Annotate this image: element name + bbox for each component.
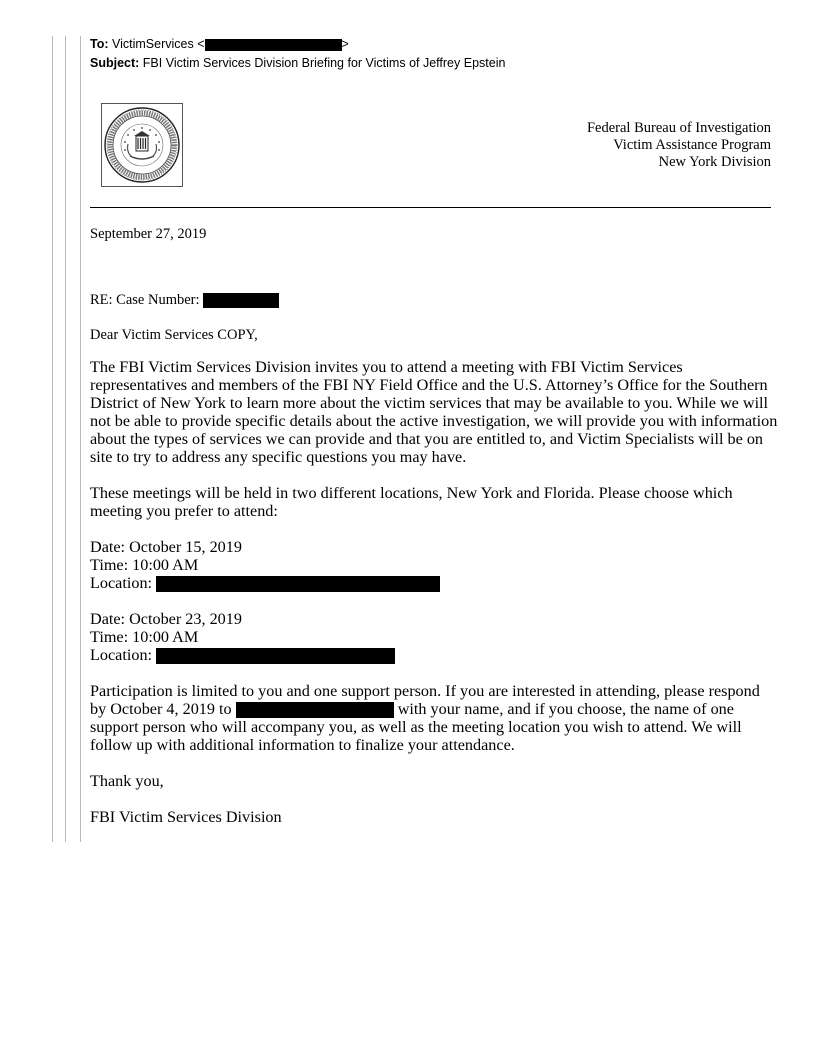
locations-paragraph: These meetings will be held in two different locations, New York and Florida. Please choose which meeting you prefer to attend: bbox=[90, 484, 733, 520]
redaction-location bbox=[156, 576, 440, 592]
subject-label: Subject: bbox=[90, 56, 140, 70]
fbi-seal-icon bbox=[101, 103, 183, 187]
meeting-location bbox=[90, 646, 774, 664]
quote-bar-outer bbox=[52, 36, 53, 842]
meeting-time: Time: 10:00 AM bbox=[90, 628, 199, 646]
letterhead-divider bbox=[90, 207, 771, 208]
letterhead-office-block bbox=[587, 120, 771, 171]
email-subject-line bbox=[90, 55, 505, 71]
redaction-contact-email bbox=[236, 702, 394, 718]
meeting-date: Date: October 23, 2019 bbox=[90, 610, 242, 628]
to-close: > bbox=[341, 37, 349, 51]
case-number-line bbox=[90, 292, 279, 309]
subject-text: FBI Victim Services Division Briefing for Victims of Jeffrey Epstein bbox=[142, 56, 506, 70]
greeting: Dear Victim Services COPY, bbox=[90, 327, 258, 343]
signature: FBI Victim Services Division bbox=[90, 808, 282, 826]
letterhead-line: Victim Assistance Program bbox=[613, 137, 771, 153]
meeting-block bbox=[90, 610, 774, 664]
letterhead-line: New York Division bbox=[658, 154, 771, 170]
to-label: To: bbox=[90, 37, 109, 51]
to-name: VictimServices < bbox=[112, 37, 205, 51]
invitation-paragraph: The FBI Victim Services Division invites you to attend a meeting with FBI Victim Services representatives and members of the FBI NY Field Office and the U.S. Attorney’s Office for the Southern District of New York to learn more about the victim services that may be available to you. While we will not be able to provide specific details about the active investigation, we will provide you with information about the types of services we can provide and that you are entitled to, and Victim Specialists will be on site to try to address any specific questions you may have. bbox=[90, 358, 778, 466]
redaction-to-email bbox=[205, 39, 342, 51]
location-label: Location: bbox=[90, 646, 153, 664]
meeting-block bbox=[90, 538, 774, 592]
letterhead-line: Federal Bureau of Investigation bbox=[586, 120, 771, 136]
quote-bar-inner bbox=[80, 36, 81, 842]
meeting-date: Date: October 15, 2019 bbox=[90, 538, 242, 556]
letter-date: September 27, 2019 bbox=[90, 226, 207, 242]
meeting-time: Time: 10:00 AM bbox=[90, 556, 199, 574]
closing: Thank you, bbox=[90, 772, 164, 790]
participation-paragraph: Participation is limited to you and one support person. If you are interested in attending, please respond by October 4, 2019 to with your name, and if you choose, the name of one support person who will accompany you, as well as the meeting location you wish to attend. We will follow up with additional information to finalize your attendance. bbox=[90, 682, 760, 755]
redaction-case-number bbox=[203, 293, 279, 308]
email-to-line bbox=[90, 36, 349, 52]
meeting-location bbox=[90, 574, 774, 592]
location-label: Location: bbox=[90, 574, 153, 592]
quote-bar-middle bbox=[65, 36, 66, 842]
redaction-location bbox=[156, 648, 395, 664]
case-number-label: RE: Case Number: bbox=[90, 292, 200, 308]
